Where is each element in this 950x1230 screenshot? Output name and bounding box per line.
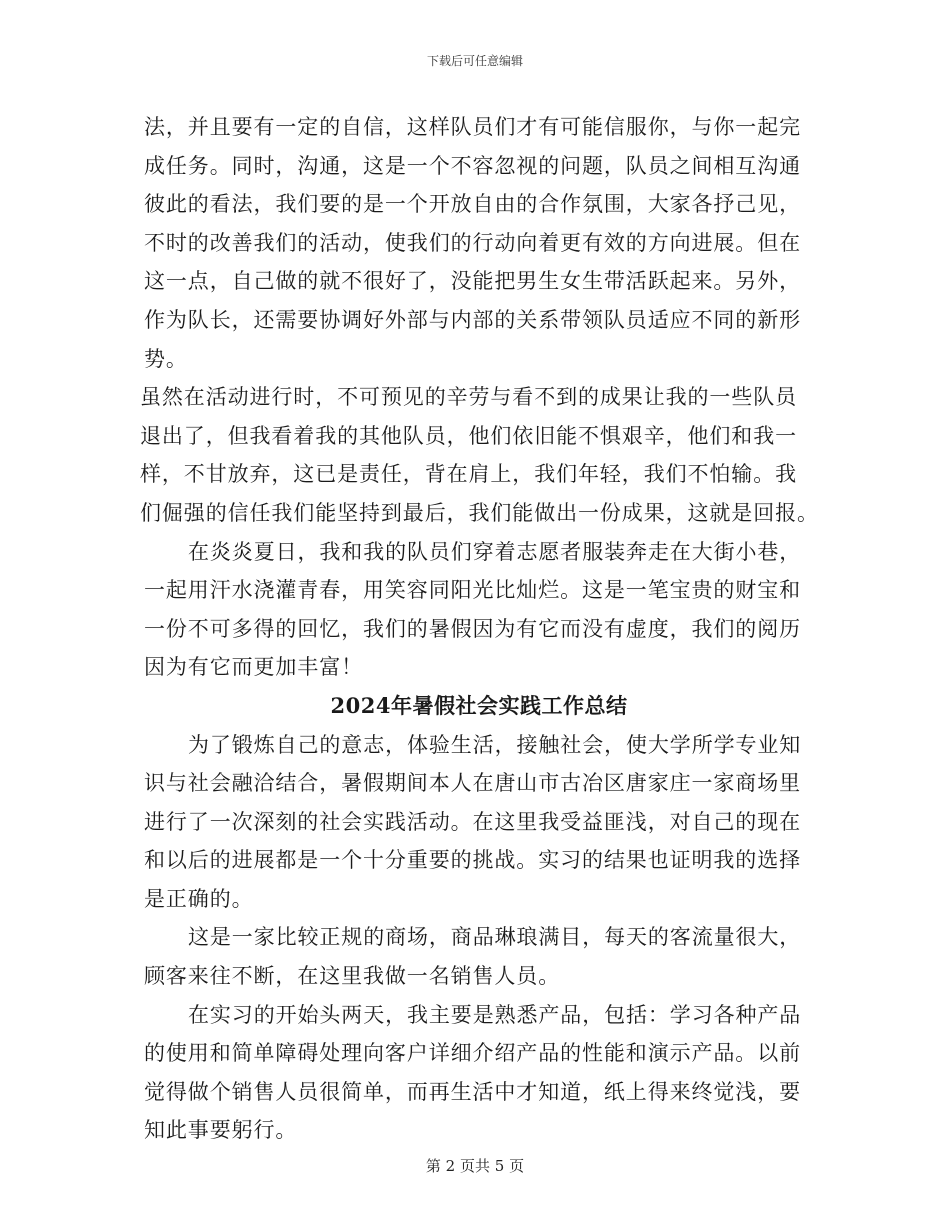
text-line: 一份不可多得的回忆，我们的暑假因为有它而没有虚度，我们的阅历 <box>144 616 801 641</box>
paragraph-6 <box>144 996 804 1150</box>
text-line: 这是一家比较正规的商场，商品琳琅满目，每天的客流量很大， <box>188 925 802 950</box>
text-line: 进行了一次深刻的社会实践活动。在这里我受益匪浅，对自己的现在 <box>144 809 801 834</box>
text-line: 觉得做个销售人员很简单，而再生活中才知道，纸上得来终觉浅，要 <box>144 1079 801 1104</box>
text-line: 彼此的看法，我们要的是一个开放自由的合作氛围，大家各抒己见， <box>144 192 801 217</box>
section-title: 2024年暑假社会实践工作总结 <box>330 692 628 718</box>
text-line: 因为有它而更加丰富！ <box>144 655 363 680</box>
text-line: 的使用和简单障碍处理向客户详细介绍产品的性能和演示产品。以前 <box>144 1041 801 1066</box>
paragraph-4 <box>144 726 804 919</box>
text-line: 法，并且要有一定的自信，这样队员们才有可能信服你，与你一起完 <box>144 115 801 139</box>
text-line: 作为队长，还需要协调好外部与内部的关系带领队员适应不同的新形 <box>144 307 801 332</box>
text-line: 们倔强的信任我们能坚持到最后，我们能做出一份成果，这就是回报。 <box>140 500 819 525</box>
text-line: 成任务。同时，沟通，这是一个不容忽视的问题，队员之间相互沟通 <box>144 153 801 178</box>
text-line: 识与社会融洽结合，暑假期间本人在唐山市古冶区唐家庄一家商场里 <box>144 771 801 796</box>
text-line: 势。 <box>144 346 188 371</box>
page-footer: 第 2 页共 5 页 <box>425 1157 525 1175</box>
text-line: 这一点，自己做的就不很好了，没能把男生女生带活跃起来。另外， <box>144 269 801 294</box>
body-section-before-title <box>140 108 819 687</box>
text-line: 退出了，但我看着我的其他队员，他们依旧能不惧艰辛，他们和我一 <box>140 423 797 448</box>
text-line: 是正确的。 <box>144 886 254 911</box>
text-line: 为了锻炼自己的意志，体验生活，接触社会，使大学所学专业知 <box>188 732 802 757</box>
paragraph-3 <box>144 533 804 687</box>
paragraph-1 <box>144 108 804 378</box>
text-line: 不时的改善我们的活动，使我们的行动向着更有效的方向进展。但在 <box>144 230 801 255</box>
text-line: 知此事要躬行。 <box>144 1118 298 1143</box>
text-line: 顾客来往不断，在这里我做一名销售人员。 <box>144 964 561 989</box>
text-line: 在实习的开始头两天，我主要是熟悉产品，包括：学习各种产品 <box>188 1002 802 1027</box>
page-header: 下载后可任意编辑 <box>426 54 523 68</box>
text-line: 样，不甘放弃，这已是责任，背在肩上，我们年轻，我们不怕输。我 <box>140 462 797 487</box>
paragraph-2 <box>140 378 819 532</box>
text-line: 在炎炎夏日，我和我的队员们穿着志愿者服装奔走在大街小巷， <box>188 539 802 564</box>
text-line: 和以后的进展都是一个十分重要的挑战。实习的结果也证明我的选择 <box>144 848 801 873</box>
body-section-after-title <box>144 726 804 1151</box>
document-body <box>140 108 819 1150</box>
text-line: 虽然在活动进行时，不可预见的辛劳与看不到的成果让我的一些队员 <box>140 385 797 410</box>
text-line: 一起用汗水浇灌青春，用笑容同阳光比灿烂。这是一笔宝贵的财宝和 <box>144 578 801 603</box>
paragraph-5 <box>144 918 804 995</box>
